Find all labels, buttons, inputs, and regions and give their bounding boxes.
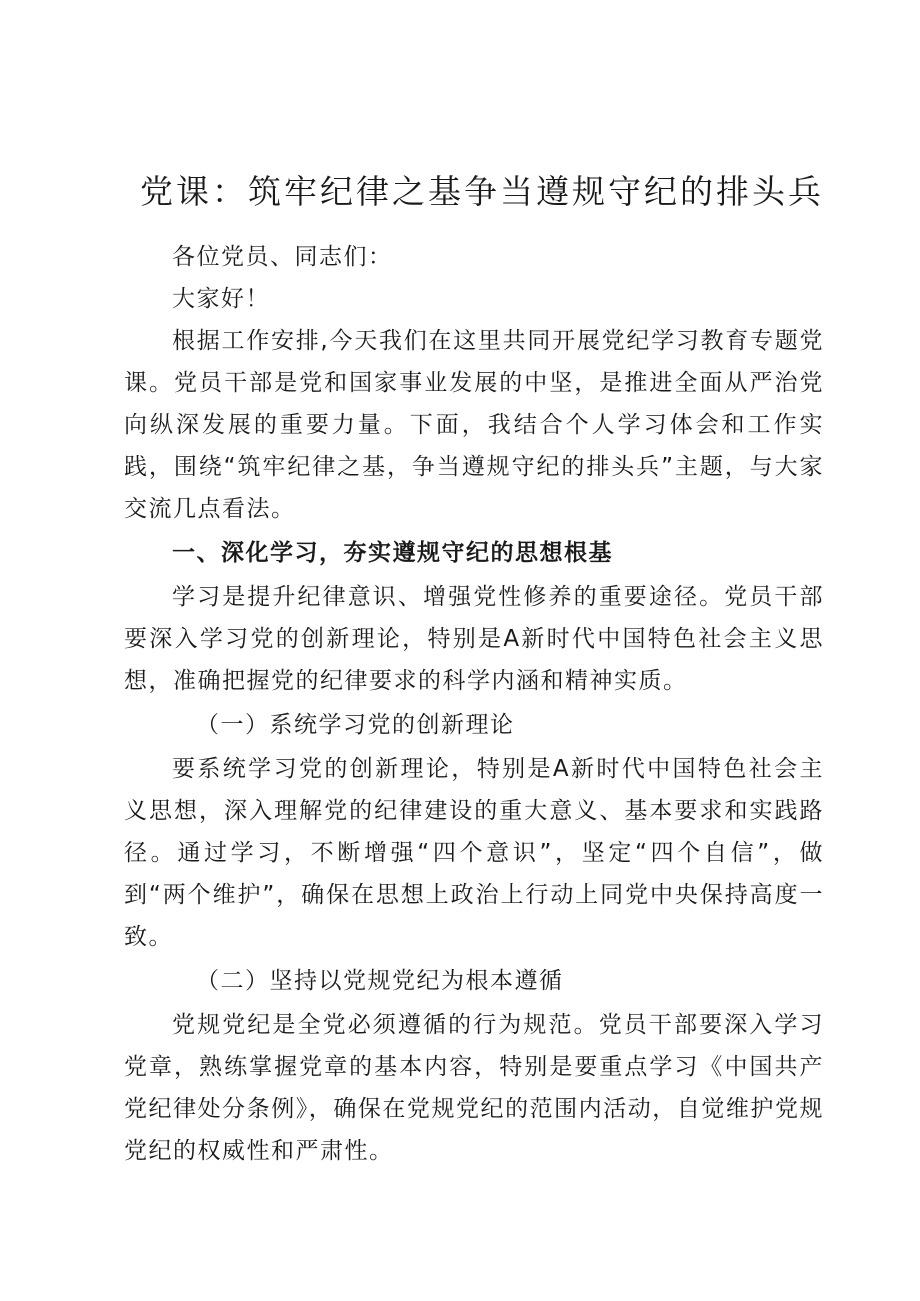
- subsection-1-paragraph: 要系统学习党的创新理论，特别是A新时代中国特色社会主义思想，深入理解党的纪律建设的重大意义、基本要求和实践路径。通过学习，不断增强“四个意识”，坚定“四个自信”，做到“两个维护”，确保在思想上政治上行动上同党中央保持高度一致。: [124, 756, 824, 950]
- document-title: 党课：筑牢纪律之基争当遵规守纪的排头兵: [140, 172, 824, 211]
- greeting: 大家好！: [172, 286, 270, 312]
- document-body: [124, 236, 824, 1172]
- subsection-2-paragraph: 党规党纪是全党必须遵循的行为规范。党员干部要深入学习党章，熟练掌握党章的基本内容，特别是要重点学习《中国共产党纪律处分条例》，确保在党规党纪的范围内活动，自觉维护党规党纪的权威性和严肃性。: [124, 1012, 824, 1164]
- subsection-2-heading: （二）坚持以党规党纪为根本遵循: [196, 968, 564, 994]
- subsection-1-heading: （一）系统学习党的创新理论: [196, 712, 515, 738]
- intro-paragraph: 根据工作安排,今天我们在这里共同开展党纪学习教育专题党课。党员干部是党和国家事业发展的中坚，是推进全面从严治党向纵深发展的重要力量。下面，我结合个人学习体会和工作实践，围绕“筑牢纪律之基，争当遵规守纪的排头兵”主题，与大家交流几点看法。: [124, 328, 824, 522]
- section-1-heading: 一、深化学习，夯实遵规守纪的思想根基: [172, 540, 613, 566]
- section-1-paragraph: 学习是提升纪律意识、增强党性修养的重要途径。党员干部要深入学习党的创新理论，特别是A新时代中国特色社会主义思想，准确把握党的纪律要求的科学内涵和精神实质。: [124, 584, 824, 694]
- salutation: 各位党员、同志们：: [172, 244, 393, 270]
